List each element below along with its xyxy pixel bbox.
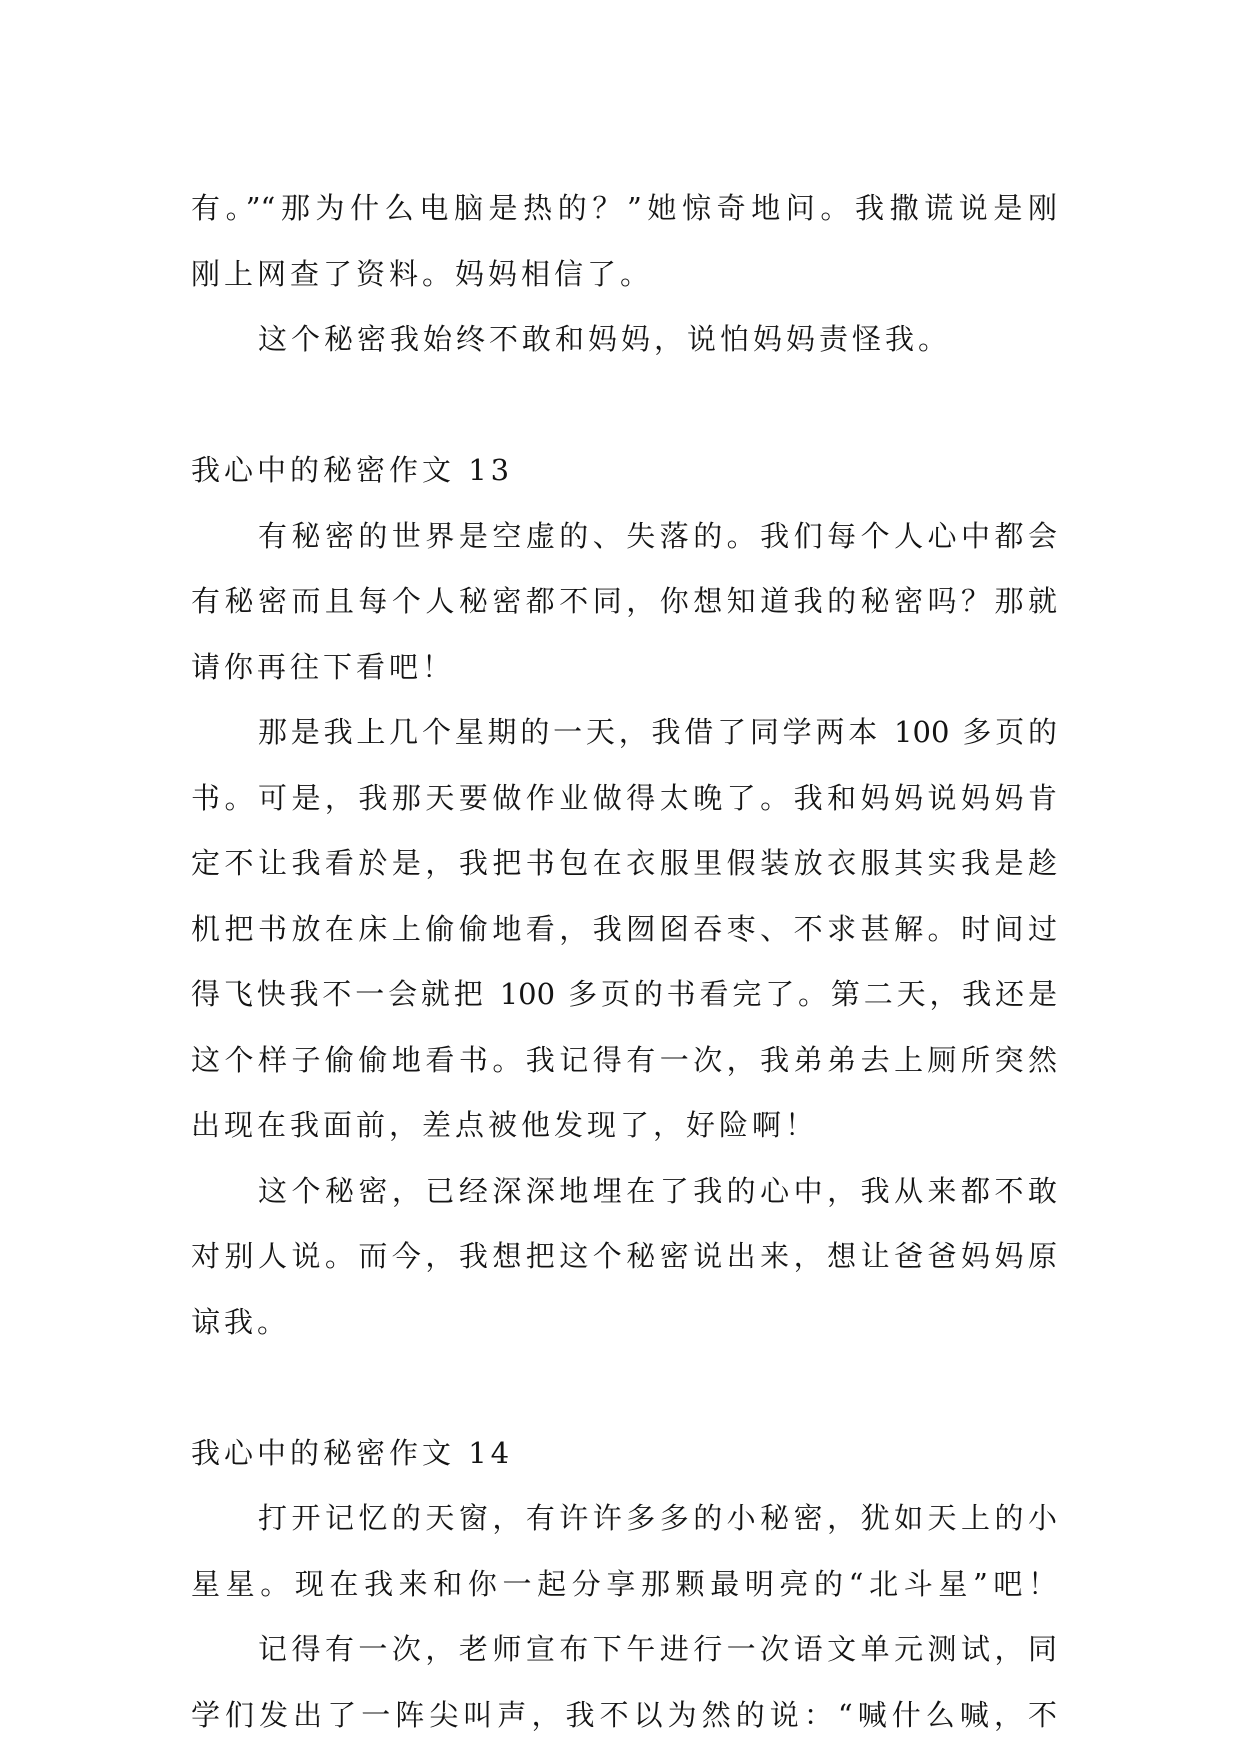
paragraph: [191, 1486, 1057, 1617]
essay-title: 我心中的秘密作文 14: [191, 1435, 514, 1470]
paragraph-line: 这个秘密我始终不敢和妈妈，说怕妈妈责怪我。: [258, 322, 952, 356]
paragraph-line: 书。可是，我那天要做作业做得太晚了。我和妈妈说妈妈肯: [191, 780, 1057, 815]
section-gap: [191, 373, 1057, 439]
paragraph-line: 请你再往下看吧！: [191, 649, 456, 684]
section-gap: [191, 1355, 1057, 1421]
essay-section: [191, 438, 1057, 1355]
paragraph: [191, 504, 1057, 701]
paragraph-line: 打开记忆的天窗，有许许多多的小秘密，犹如天上的小: [258, 1501, 1057, 1535]
paragraph-line: 星星。现在我来和你一起分享那颗最明亮的“北斗星”吧！: [191, 1566, 1057, 1601]
paragraph: [191, 1617, 1057, 1748]
paragraph-line: 有秘密的世界是空虚的、失落的。我们每个人心中都会: [258, 518, 1057, 553]
paragraph-line: 出现在我面前，差点被他发现了，好险啊！: [191, 1108, 819, 1142]
paragraph-line: 学们发出了一阵尖叫声，我不以为然的说：“喊什么喊，不: [191, 1697, 1057, 1732]
essay-title: 我心中的秘密作文 13: [191, 453, 514, 487]
paragraph: [191, 307, 1057, 373]
paragraph: [191, 700, 1057, 1159]
paragraph-line: 有。”“那为什么电脑是热的？”她惊奇地问。我撒谎说是刚: [191, 191, 1057, 225]
paragraph-line: 这个样子偷偷地看书。我记得有一次，我弟弟去上厕所突然: [191, 1042, 1057, 1077]
paragraph-line: 有秘密而且每个人秘密都不同，你想知道我的秘密吗？那就: [191, 584, 1057, 618]
paragraph-line: 那是我上几个星期的一天，我借了同学两本 100 多页的: [258, 715, 1057, 749]
page-body: [191, 176, 1057, 1748]
paragraph: [191, 1159, 1057, 1356]
continued-essay-section: [191, 176, 1057, 373]
paragraph-line: 定不让我看於是，我把书包在衣服里假装放衣服其实我是趁: [191, 846, 1057, 880]
paragraph-line: 记得有一次，老师宣布下午进行一次语文单元测试，同: [258, 1632, 1057, 1666]
paragraph-line: 对别人说。而今，我想把这个秘密说出来，想让爸爸妈妈原: [191, 1239, 1057, 1273]
paragraph-line: 机把书放在床上偷偷地看，我囫囵吞枣、不求甚解。时间过: [191, 911, 1057, 946]
paragraph-line: 刚上网查了资料。妈妈相信了。: [191, 256, 654, 291]
paragraph-line: 谅我。: [191, 1304, 291, 1339]
paragraph-line: 得飞快我不一会就把 100 多页的书看完了。第二天，我还是: [191, 977, 1057, 1011]
essay-section: [191, 1421, 1057, 1749]
paragraph: [191, 176, 1057, 307]
paragraph-line: 这个秘密，已经深深地埋在了我的心中，我从来都不敢: [258, 1173, 1057, 1208]
